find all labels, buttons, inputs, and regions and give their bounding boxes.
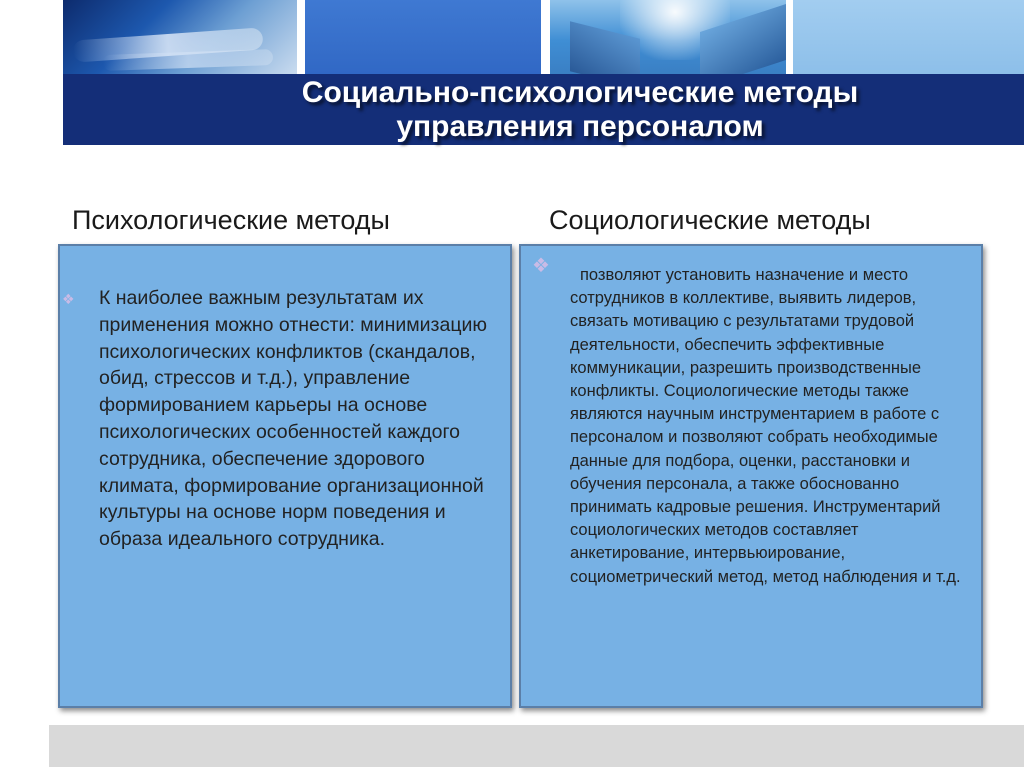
slide-title xyxy=(100,76,1024,144)
psychological-methods-heading: Психологические методы xyxy=(72,205,390,235)
slide-title-line-1: Социально-психологические методы xyxy=(301,76,859,109)
diamond-bullet-icon: ❖ xyxy=(62,291,75,307)
sociological-methods-heading: Социологические методы xyxy=(549,205,871,235)
footer-bar xyxy=(49,725,1024,767)
diamond-cluster-bullet-icon: ❖ xyxy=(532,255,550,277)
header-light-blue-tile xyxy=(793,0,1024,74)
header-blue-tile xyxy=(305,0,541,74)
header-photo-skyscrapers xyxy=(550,0,786,74)
sociological-methods-text: позволяют установить назначение и место сотрудников в коллективе, выявить лидеров, связать мотивацию с результатами трудовой деятельности, обеспечить эффективные коммуникации, разрешить производственные конфликты. Социологические методы также являются научным инструментарием в работе с персоналом и позволяют собрать необходимые данные для подбора, оценки, расстановки и обучения персонала, а также обоснованно принимать кадровые решения. Инструментарий социологических методов составляет анкетирование, интервьюирование, социометрический метод, метод наблюдения и т.д. xyxy=(570,266,961,586)
slide-title-line-2: управления персоналом xyxy=(396,110,764,143)
psychological-methods-text: К наиболее важным результатам их применения можно отнести: минимизацию психологических конфликтов (скандалов, обид, стрессов и т.д.), управление формированием карьеры на основе психологических особенностей каждого сотрудника, обеспечение здорового климата, формирование организационной культуры на основе норм поведения и образа идеального сотрудника. xyxy=(99,287,488,551)
header-photo-keyboard-hands xyxy=(63,0,297,74)
